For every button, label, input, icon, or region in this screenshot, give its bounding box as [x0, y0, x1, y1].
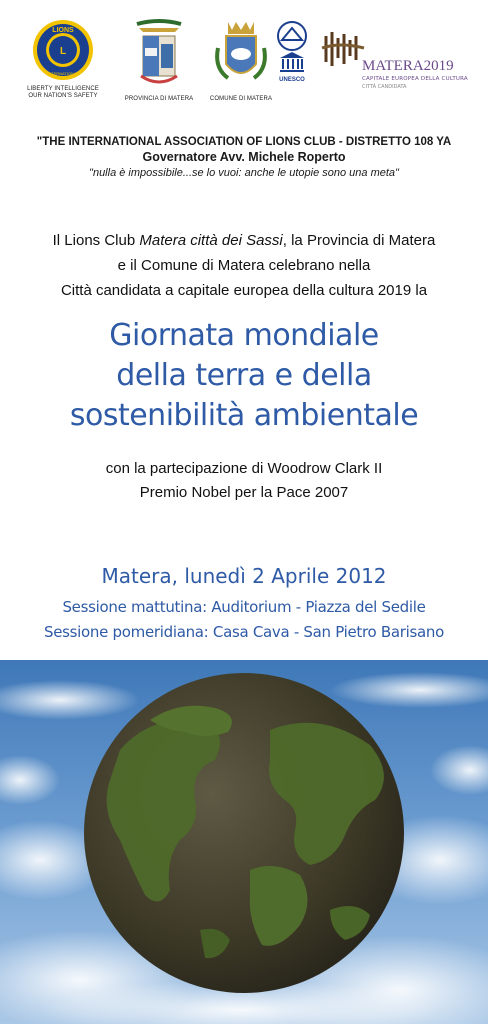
title-line-3: sostenibilità ambientale: [69, 398, 419, 433]
provincia-logo: [118, 18, 200, 103]
event-date: Matera, lunedì 2 Aprile 2012: [101, 564, 387, 588]
matera-2019-subtitle: CAPITALE EUROPEA DELLA CULTURA: [362, 76, 468, 82]
participation-line-1: con la partecipazione di Woodrow Clark II: [105, 460, 383, 477]
title-line-2: della terra e della: [116, 358, 372, 393]
svg-text:LIONS: LIONS: [52, 27, 74, 34]
unesco-world-heritage-icon: [276, 18, 308, 84]
club-name: Matera città dei Sassi: [139, 232, 283, 249]
comune-caption: COMUNE DI MATERA: [209, 96, 273, 102]
unesco-logo: [276, 18, 308, 88]
earth-sky-illustration: [0, 660, 488, 1024]
intro-paragraph: [0, 228, 488, 303]
governor-line: Governatore Avv. Michele Roperto: [142, 150, 346, 164]
comune-logo: [208, 18, 274, 103]
lions-caption-line2: OUR NATION'S SAFETY: [28, 93, 98, 99]
svg-text:UNESCO: UNESCO: [279, 77, 305, 83]
title-line-1: Giornata mondiale: [109, 318, 379, 353]
matera-year: 2019: [423, 58, 454, 74]
lions-caption-line1: LIBERTY INTELLIGENCE: [27, 86, 99, 92]
matera-2019-wordmark: [362, 58, 454, 75]
logo-bar: [0, 0, 488, 118]
intro-line-1-start: Il Lions Club: [52, 232, 140, 249]
afternoon-session: Sessione pomeridiana: Casa Cava - San Pietro Barisano: [44, 623, 444, 641]
morning-session: Sessione mattutina: Auditorium - Piazza del Sedile: [62, 598, 426, 616]
globe-icon: [84, 673, 404, 993]
intro-line-1: [0, 228, 488, 253]
participation-block: [0, 457, 488, 505]
motto-line: "nulla è impossibile...se lo vuoi: anche le utopie sono una meta": [89, 167, 399, 179]
matera-2019-candidate: CITTÀ CANDIDATA: [362, 84, 407, 90]
lions-emblem-icon: [31, 18, 95, 82]
participation-line-2: Premio Nobel per la Pace 2007: [139, 484, 349, 501]
event-title: [0, 316, 488, 436]
svg-text:INTERNATIONAL: INTERNATIONAL: [47, 71, 79, 76]
svg-text:L: L: [59, 46, 67, 57]
provincia-coat-of-arms-icon: [131, 18, 187, 92]
lions-club-logo: [20, 18, 106, 100]
provincia-caption: PROVINCIA DI MATERA: [124, 96, 194, 102]
comune-coat-of-arms-icon: [214, 18, 268, 92]
matera-name: MATERA: [362, 58, 424, 74]
intro-line-1-end: , la Provincia di Matera: [282, 232, 436, 249]
association-line: "THE INTERNATIONAL ASSOCIATION OF LIONS CLUB - DISTRETTO 108 YA: [36, 136, 452, 148]
header-block: [0, 136, 488, 179]
intro-line-3: Città candidata a capitale europea della cultura 2019 la: [60, 282, 428, 299]
intro-line-2: e il Comune di Matera celebrano nella: [117, 257, 371, 274]
